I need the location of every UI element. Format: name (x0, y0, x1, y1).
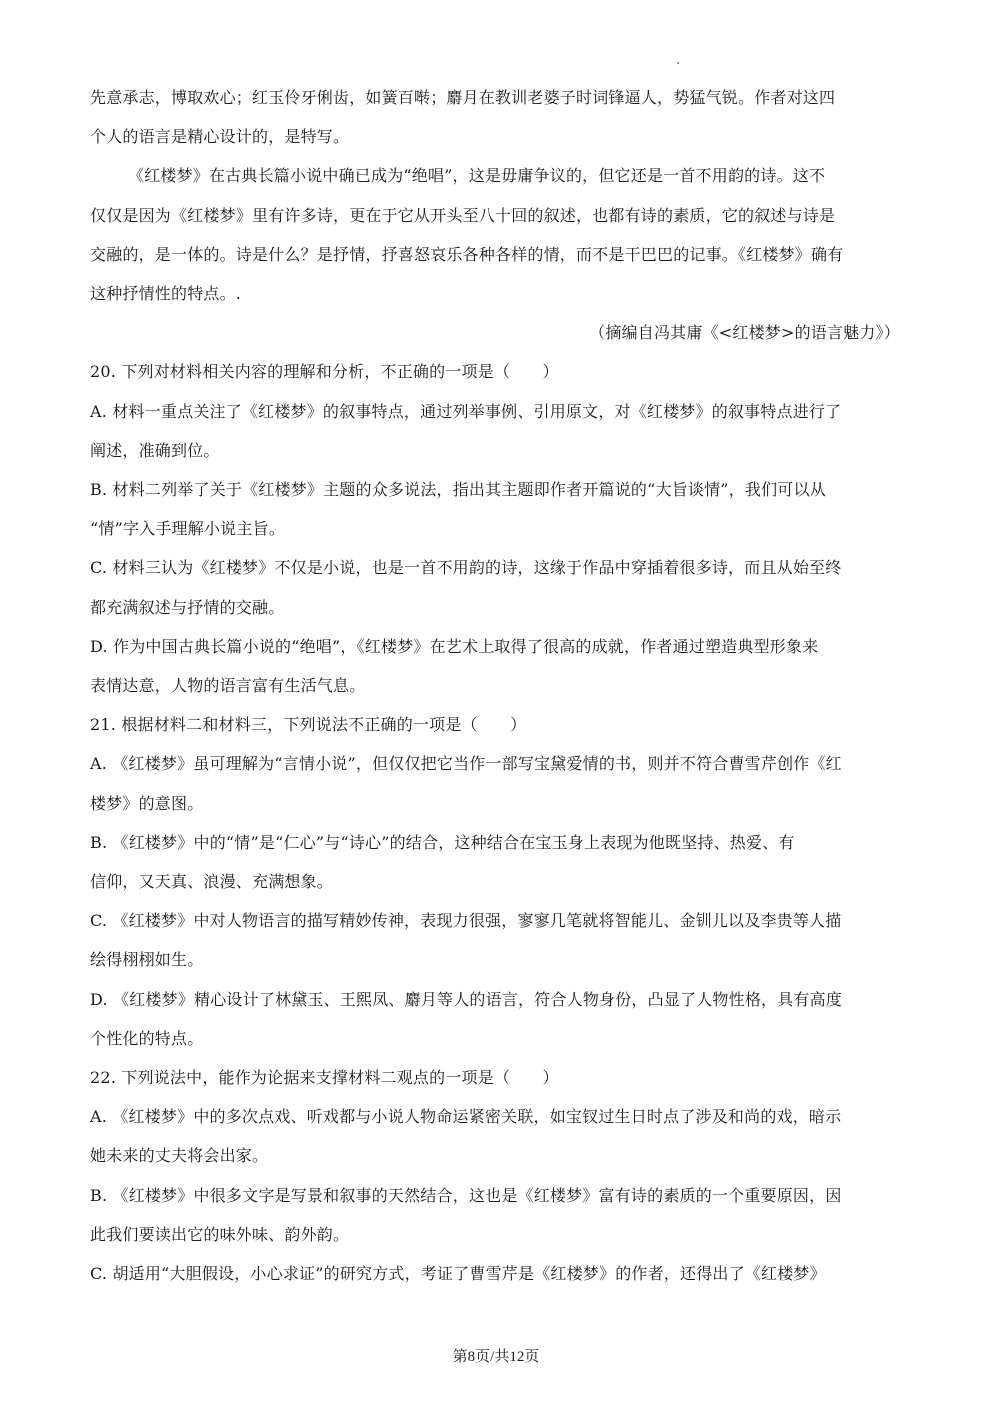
question-stem: 22. 下列说法中，能作为论据来支撑材料二观点的一项是（ ） (90, 1068, 559, 1088)
question-21 (90, 705, 902, 1058)
passage-paragraph-2 (90, 156, 902, 313)
option-text: B. 材料二列举了关于《红楼梦》主题的众多说法，指出其主题即作者开篇说的“大旨谈情”，我们可以从 (90, 480, 826, 500)
option-text: B. 《红楼梦》中很多文字是写景和叙事的天然结合，这也是《红楼梦》富有诗的素质的一个重要原因，因 (90, 1185, 842, 1205)
option-text: D. 作为中国古典长篇小说的“绝唱”，《红楼梦》在艺术上取得了很高的成就，作者通过塑造典型形象来 (90, 636, 819, 656)
text-line: 《红楼梦》在古典长篇小说中确已成为“绝唱”，这是毋庸争议的，但它还是一首不用韵的诗。这不 (128, 166, 826, 186)
option-a[interactable] (90, 744, 902, 822)
option-text: 信仰，又天真、浪漫、充满想象。 (90, 872, 334, 892)
option-text: A. 《红楼梦》中的多次点戏、听戏都与小说人物命运紧密关联，如宝钗过生日时点了涉及和尚的戏，暗示 (90, 1107, 842, 1127)
question-stem: 20. 下列对材料相关内容的理解和分析，不正确的一项是（ ） (90, 362, 559, 382)
option-text: C. 材料三认为《红楼梦》不仅是小说，也是一首不用韵的诗，这缘于作品中穿插着很多诗，而且从始至终 (90, 558, 842, 578)
option-text: 表情达意，人物的语言富有生活气息。 (90, 676, 366, 696)
option-text: 绘得栩栩如生。 (90, 950, 204, 970)
passage-paragraph-1 (90, 78, 902, 156)
option-c[interactable] (90, 901, 902, 979)
option-text: A. 材料一重点关注了《红楼梦》的叙事特点，通过列举事例、引用原文，对《红楼梦》的叙事特点进行了 (90, 401, 842, 421)
option-text: 阐述，准确到位。 (90, 440, 220, 460)
question-22 (90, 1058, 902, 1293)
option-text: 个性化的特点。 (90, 1028, 204, 1048)
option-a[interactable] (90, 392, 902, 470)
text-line: 交融的，是一体的。诗是什么？是抒情，抒喜怒哀乐各种各样的情，而不是干巴巴的记事。《红楼梦》确有 (90, 244, 844, 264)
option-text: 此我们要读出它的味外味、韵外韵。 (90, 1224, 350, 1244)
option-text: A. 《红楼梦》虽可理解为“言情小说”，但仅仅把它当作一部写宝黛爱情的书，则并不符合曹雪芹创作《红 (90, 754, 842, 774)
option-b[interactable] (90, 823, 902, 901)
option-c[interactable] (90, 548, 902, 626)
option-text: 她未来的丈夫将会出家。 (90, 1146, 269, 1166)
option-d[interactable] (90, 980, 902, 1058)
option-text: “情”字入手理解小说主旨。 (90, 519, 285, 539)
passage-source: （摘编自冯其庸《<红楼梦>的语言魅力》） (589, 323, 900, 343)
question-20 (90, 352, 902, 705)
scan-speck (677, 62, 679, 64)
text-line: 仅仅是因为《红楼梦》里有许多诗，更在于它从开头至八十回的叙述，也都有诗的素质，它的叙述与诗是 (90, 205, 836, 225)
document-page (90, 78, 902, 1293)
option-text: 都充满叙述与抒情的交融。 (90, 597, 285, 617)
option-text: 楼梦》的意图。 (90, 793, 204, 813)
option-b[interactable] (90, 470, 902, 548)
question-stem: 21. 根据材料二和材料三，下列说法不正确的一项是（ ） (90, 715, 527, 735)
text-line: 这种抒情性的特点。. (90, 284, 242, 304)
option-a[interactable] (90, 1097, 902, 1175)
option-d[interactable] (90, 627, 902, 705)
text-line: 个人的语言是精心设计的，是特写。 (90, 127, 350, 147)
option-c[interactable] (90, 1254, 902, 1293)
option-text: C. 《红楼梦》中对人物语言的描写精妙传神，表现力很强，寥寥几笔就将智能儿、金钏儿以及李贵等人描 (90, 911, 842, 931)
text-line: 先意承志，博取欢心；红玉伶牙俐齿，如簧百啭；麝月在教训老婆子时词锋逼人，势猛气锐。作者对这四 (90, 88, 836, 107)
option-text: D. 《红楼梦》精心设计了林黛玉、王熙凤、麝月等人的语言，符合人物身份，凸显了人物性格，具有高度 (90, 989, 843, 1009)
page-number: 第8页/共12页 (452, 1349, 540, 1365)
option-text: B. 《红楼梦》中的“情”是“仁心”与“诗心”的结合，这种结合在宝玉身上表现为他既坚持、热爱、有 (90, 832, 795, 852)
option-b[interactable] (90, 1176, 902, 1254)
option-text: C. 胡适用“大胆假设，小心求证”的研究方式，考证了曹雪芹是《红楼梦》的作者，还得出了《红楼梦》 (90, 1264, 826, 1284)
